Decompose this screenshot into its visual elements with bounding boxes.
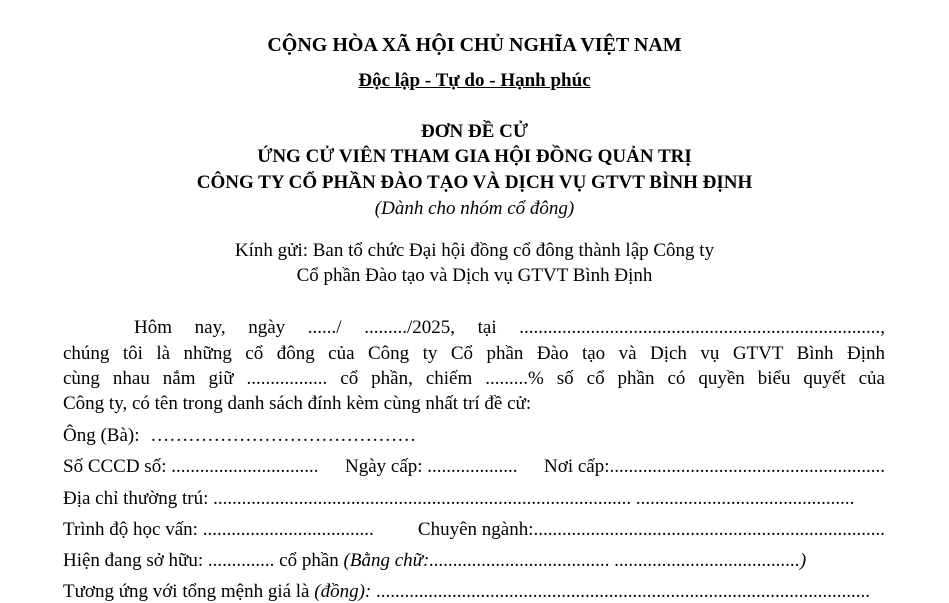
education-row (63, 519, 885, 541)
education-label: Trình độ học vấn: (63, 519, 198, 540)
id-label: Số CCCD số: (63, 456, 167, 477)
value-unit: (đồng): (314, 581, 372, 602)
id-blank[interactable]: ............................... (171, 456, 319, 477)
shares-blank[interactable]: .............. (207, 550, 275, 571)
value-blank[interactable]: ........................................................................................................ (375, 581, 870, 602)
issue-place-label: Nơi cấp: (544, 456, 610, 477)
value-label: Tương ứng với tổng mệnh giá là (63, 581, 310, 602)
motto-wrap (0, 70, 949, 92)
doc-subtitle: (Dành cho nhóm cổ đông) (374, 198, 575, 219)
address-blank[interactable]: ........................................................................................ .............................................. (213, 488, 855, 509)
recipient-line2: Cổ phần Đào tạo và Dịch vụ GTVT Bình Định (296, 265, 653, 286)
doc-title: ĐƠN ĐỀ CỬ (421, 121, 528, 142)
value-row (63, 581, 885, 603)
paragraph-line4: Công ty, có tên trong danh sách đính kèm cùng nhất trí đề cử: (63, 393, 532, 414)
motto: Độc lập - Tự do - Hạnh phúc (358, 70, 591, 91)
recipient-line1: Kính gửi: Ban tổ chức Đại hội đồng cổ đông thành lập Công ty (234, 240, 715, 261)
major-blank[interactable]: .......................................................................... (533, 519, 885, 540)
education-group (63, 519, 374, 541)
country-name: CỘNG HÒA XÃ HỘI CHỦ NGHĨA VIỆT NAM (267, 34, 682, 56)
paragraph-line1: Hôm nay, ngày ....../ ........./2025, tại ............................................................................, (134, 317, 885, 338)
name-field (63, 425, 416, 447)
address-field (63, 488, 885, 510)
name-label: Ông (Bà): (63, 425, 140, 446)
id-field-row (63, 456, 885, 478)
issue-date-label: Ngày cấp: (344, 456, 423, 477)
education-blank[interactable]: .................................... (202, 519, 374, 540)
issue-place-group (544, 456, 885, 478)
shares-unit: cổ phần (279, 550, 339, 571)
major-label: Chuyên ngành: (417, 519, 534, 540)
paragraph-line3: cùng nhau nắm giữ ................. cổ phần, chiếm .........% số cổ phần có quyền biểu quyết của (63, 368, 885, 389)
address-label: Địa chỉ thường trú: (63, 488, 209, 509)
shares-words-blank[interactable]: ...................................... .......................................) (429, 550, 807, 571)
issue-place-blank[interactable]: .......................................................... (609, 456, 885, 477)
issue-date-blank[interactable]: ................... (427, 456, 518, 477)
shares-words-label: (Bằng chữ: (343, 550, 430, 571)
doc-title-line3: CÔNG TY CỔ PHẦN ĐÀO TẠO VÀ DỊCH VỤ GTVT BÌNH ĐỊNH (196, 172, 753, 193)
doc-title-line2: ỨNG CỬ VIÊN THAM GIA HỘI ĐỒNG QUẢN TRỊ (257, 146, 692, 167)
issue-date-group (345, 456, 518, 478)
major-group (418, 519, 885, 541)
id-group (63, 456, 318, 478)
shares-row (63, 550, 885, 572)
name-blank[interactable]: …………………………………… (150, 425, 417, 446)
shares-label: Hiện đang sở hữu: (63, 550, 204, 571)
paragraph-line2: chúng tôi là những cổ đông của Công ty Cổ phần Đào tạo và Dịch vụ GTVT Bình Định (63, 343, 885, 364)
